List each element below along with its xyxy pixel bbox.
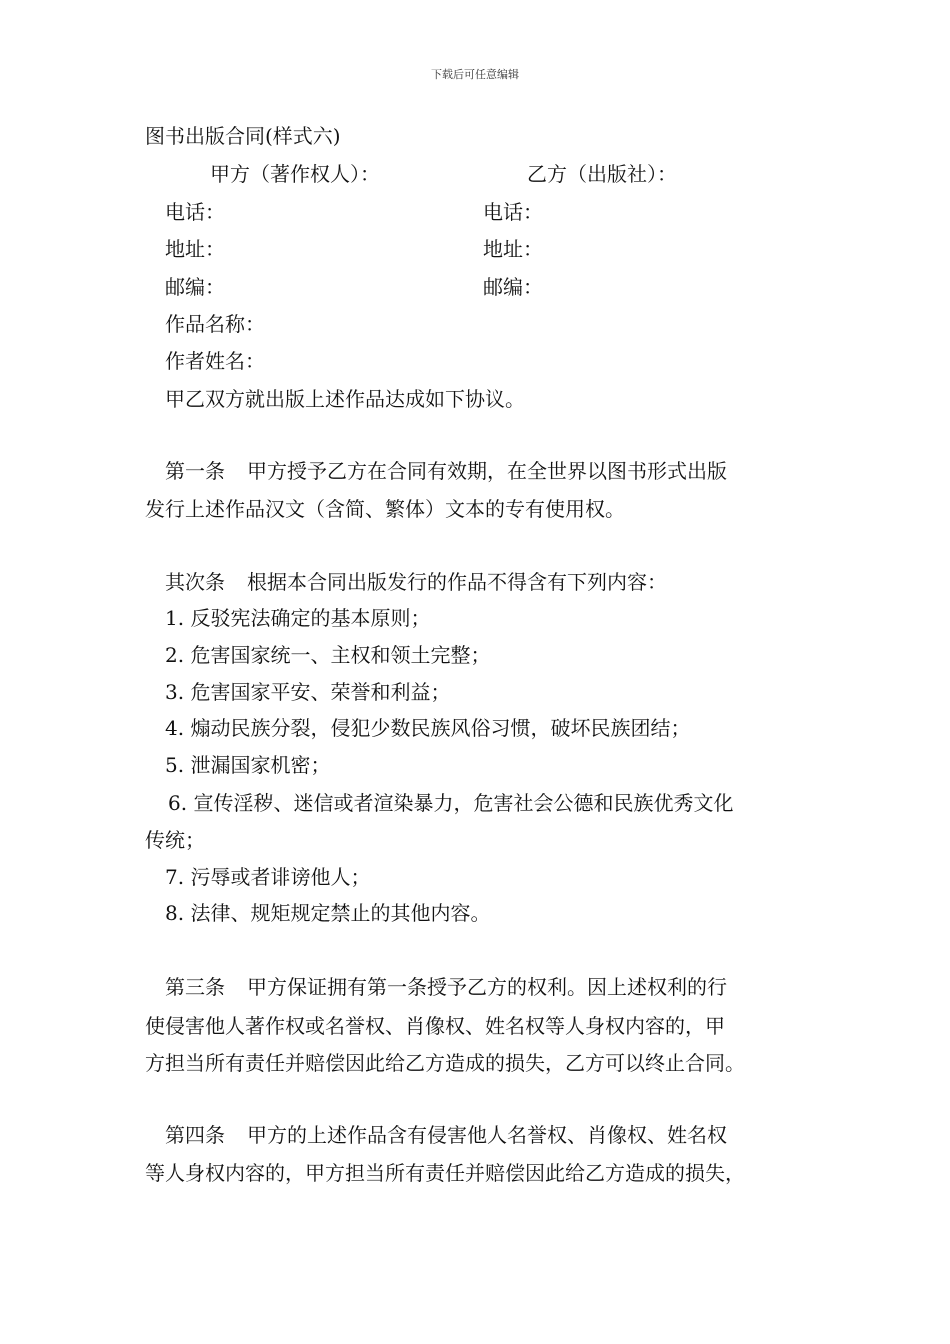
article2-item-6: 6. 宣传淫秽、迷信或者渲染暴力，危害社会公德和民族优秀文化 <box>168 791 734 815</box>
article2-item-5: 5. 泄漏国家机密； <box>165 753 331 777</box>
article2-item-3: 3. 危害国家平安、荣誉和利益； <box>165 680 451 704</box>
article2-heading: 其次条 <box>165 570 225 594</box>
article2-line-1 <box>165 569 667 595</box>
party-a-label: 甲方（著作权人）： <box>210 162 380 186</box>
document-title: 图书出版合同(样式六) <box>145 124 341 148</box>
party-b-label: 乙方（出版社）： <box>527 162 677 186</box>
article4-text-1: 甲方的上述作品含有侵害他人名誉权、肖像权、姓名权 <box>247 1123 727 1147</box>
party-a-phone-label: 电话： <box>165 200 225 224</box>
article3-line-2: 使侵害他人著作权或名誉权、肖像权、姓名权等人身权内容的，甲 <box>145 1014 725 1038</box>
article2-item-2: 2. 危害国家统一、主权和领土完整； <box>165 643 491 667</box>
article1-heading: 第一条 <box>165 459 225 483</box>
article3-text-1: 甲方保证拥有第一条授予乙方的权利。因上述权利的行 <box>247 975 727 999</box>
article1-text-1: 甲方授予乙方在合同有效期，在全世界以图书形式出版 <box>247 459 727 483</box>
article2-text: 根据本合同出版发行的作品不得含有下列内容： <box>247 570 667 594</box>
work-title-label: 作品名称： <box>165 312 265 336</box>
article2-item-1: 1. 反驳宪法确定的基本原则； <box>165 606 431 630</box>
party-b-address-label: 地址： <box>483 237 543 261</box>
party-a-postcode-label: 邮编： <box>165 275 225 299</box>
header-note: 下载后可任意编辑 <box>431 68 519 81</box>
article4-line-2: 等人身权内容的，甲方担当所有责任并赔偿因此给乙方造成的损失， <box>145 1161 745 1185</box>
article2-item-4: 4. 煽动民族分裂，侵犯少数民族风俗习惯，破坏民族团结； <box>165 716 691 740</box>
party-b-postcode-label: 邮编： <box>483 275 543 299</box>
article4-line-1 <box>165 1122 727 1148</box>
article4-heading: 第四条 <box>165 1123 225 1147</box>
article1-line-2: 发行上述作品汉文（含简、繁体）文本的专有使用权。 <box>145 497 625 521</box>
party-b-phone-label: 电话： <box>483 200 543 224</box>
article2-item-6-continued: 传统； <box>145 828 205 852</box>
article1-line-1 <box>165 458 727 484</box>
article3-line-1 <box>165 974 727 1000</box>
intro-paragraph: 甲乙双方就出版上述作品达成如下协议。 <box>165 387 525 411</box>
article2-item-8: 8. 法律、规矩规定禁止的其他内容。 <box>165 901 491 925</box>
party-a-address-label: 地址： <box>165 237 225 261</box>
author-name-label: 作者姓名： <box>165 349 265 373</box>
article3-heading: 第三条 <box>165 975 225 999</box>
article2-item-7: 7. 污辱或者诽谤他人； <box>165 865 371 889</box>
article3-line-3: 方担当所有责任并赔偿因此给乙方造成的损失，乙方可以终止合同。 <box>145 1051 745 1075</box>
